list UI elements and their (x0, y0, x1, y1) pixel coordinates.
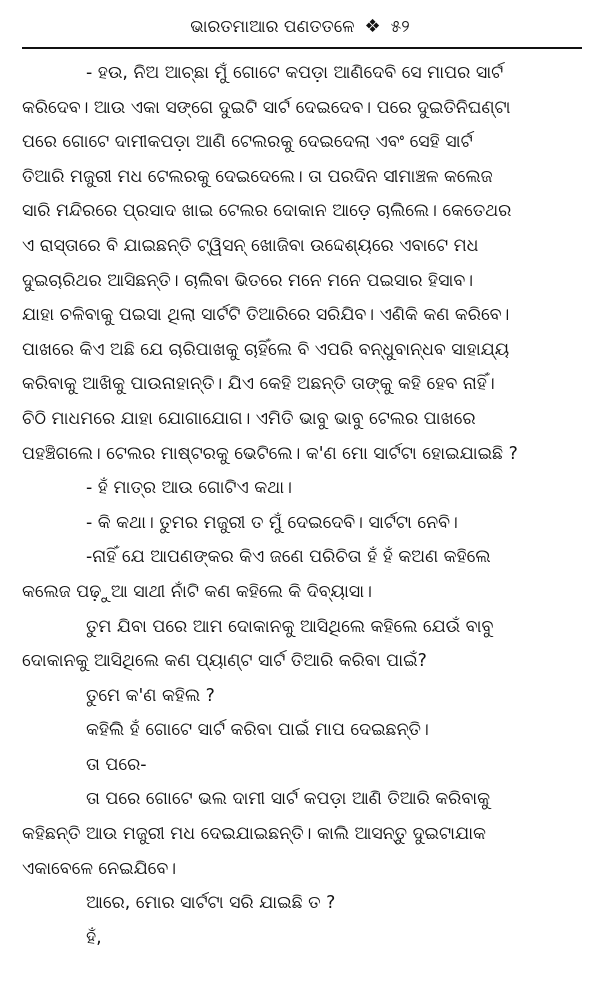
text-line: ଯାହା ଚଳିବାକୁ ପଇସା ଥିଲା ସାର୍ଟଟି ତିଆରିରେ ସରିଯିବ। ଏଣିକି କଣ କରିବେ। (22, 305, 510, 326)
text-line: - ହଁ ମାତ୍ର ଆଉ ଗୋଟିଏ କଥା। (86, 478, 292, 499)
text-line: ଦୁଇଚାରିଥର ଆସିଛନ୍ତି। ଚାଲିବା ଭିତରେ ମନେ ମନେ ପଇସାର ହିସାବ। (22, 270, 474, 291)
text-line: ତିଆରି ମଜୁରୀ ମଧ ଟେଲରକୁ ଦେଇଦେଲେ। ତା ପରଦିନ ସୀମାଞ୍ଚଳ କଲେଜ (22, 166, 493, 187)
running-header (0, 14, 600, 40)
text-line: କରିଦେବ। ଆଉ ଏକା ସଙ୍ଗେ ଦୁଇଟି ସାର୍ଟ ଦେଇଦେବ। ପରେ ଦୁଇତିନିଘଣ୍ଟା (22, 97, 511, 118)
text-line: - ହଉ, ନିଅ ଆଚ୍ଛା ମୁଁ ଗୋଟେ କପଡ଼ା ଆଣିଦେବି ସେ ମାପର ସାର୍ଟ (86, 63, 504, 83)
page-number: ୫୨ (390, 17, 410, 37)
text-body (22, 56, 582, 955)
text-line: ତୁମେ କ'ଣ କହିଲ ? (86, 685, 215, 706)
text-line: କଲେଜ ପଢ଼ୁଆ ସାଥୀ ନାଁଟି କଣ କହିଲେ କି ଦିବ୍ୟାସା। (22, 581, 372, 602)
header-rule (22, 47, 582, 49)
text-line: ପାଖରେ କିଏ ଅଛି ଯେ ଚାରିପାଖକୁ ଚାହିଁଲେ ବି ଏପରି ବନ୍ଧୁବାନ୍ଧବ ସାହାଯ୍ୟ (22, 339, 510, 360)
text-line: ହଁ, (86, 927, 102, 948)
text-line: ଏ ରାସ୍ତାରେ ବି ଯାଇଛନ୍ତି ଟ୍ୱିସନ୍ ଖୋଜିବା ଉଦ୍ଦେଶ୍ୟରେ ଏବାଟେ ମଧ (22, 235, 479, 256)
text-line: -ନାହିଁ ଯେ ଆପଣଙ୍କର କିଏ ଜଣେ ପରିଚିତା ହଁ ହଁ କଅଣ କହିଲେ (86, 547, 491, 568)
text-line: ସାରି ମନ୍ଦିରରେ ପ୍ରସାଦ ଖାଇ ଟେଲର ଦୋକାନ ଆଡ଼େ ଚାଲିଲେ। କେତେଥର (22, 201, 512, 222)
text-line: ତୁମ ଯିବା ପରେ ଆମ ଦୋକାନକୁ ଆସିଥିଲେ କହିଲେ ଯେଉଁ ବାବୁ (86, 616, 494, 637)
text-line: ଆରେ, ମୋର ସାର୍ଟଟା ସରି ଯାଇଛି ତ ? (86, 893, 336, 914)
text-line: କହିଛନ୍ତି ଆଉ ମଜୁରୀ ମଧ ଦେଇଯାଇଛନ୍ତି। କାଲି ଆସନ୍ତୁ ଦୁଇଟାଯାକ (22, 824, 486, 845)
text-line: ଏକାବେଳେ ନେଇଯିବେ। (22, 858, 177, 879)
text-line: - କି କଥା। ତୁମର ମଜୁରୀ ତ ମୁଁ ଦେଇଦେବି। ସାର୍ଟଟା ନେବି। (86, 512, 458, 533)
ornament-separator: ❖ (364, 16, 381, 37)
text-line: ଚିଠି ମାଧମରେ ଯାହା ଯୋଗାଯୋଗ। ଏମିତି ଭାବୁ ଭାବୁ ଟେଲର ପାଖରେ (22, 408, 476, 429)
text-line: ତା ପରେ- (86, 754, 147, 775)
text-line: ପରେ ଗୋଟେ ଦାମୀକପଡ଼ା ଆଣି ଟେଲରକୁ ଦେଇଦେଲା ଏବଂ ସେହି ସାର୍ଟ (22, 132, 473, 153)
text-line: କହିଲି ହଁ ଗୋଟେ ସାର୍ଟ କରିବା ପାଇଁ ମାପ ଦେଇଛନ୍ତି। (86, 720, 429, 741)
text-line: ତା ପରେ ଗୋଟେ ଭଲ ଦାମୀ ସାର୍ଟ କପଡ଼ା ଆଣି ତିଆରି କରିବାକୁ (86, 789, 491, 810)
text-line: ପହଞ୍ଚିଗଲେ। ଟେଲର ମାଷ୍ଟରକୁ ଭେଟିଲେ। କ'ଣ ମୋ ସାର୍ଟଟା ହୋଇଯାଇଛି ? (22, 443, 518, 464)
book-title: ଭାରତମାଆର ପଣତତଳେ (190, 17, 355, 37)
text-line: ଦୋକାନକୁ ଆସିଥିଲେ କଣ ପ୍ୟାଣ୍ଟ ସାର୍ଟ ତିଆରି କରିବା ପାଇଁ? (22, 651, 427, 672)
text-line: କରିବାକୁ ଆଖିକୁ ପାଉନାହାନ୍ତି। ଯିଏ କେହି ଅଛନ୍ତି ତାଙ୍କୁ କହି ହେବ ନାହିଁ। (22, 374, 495, 395)
